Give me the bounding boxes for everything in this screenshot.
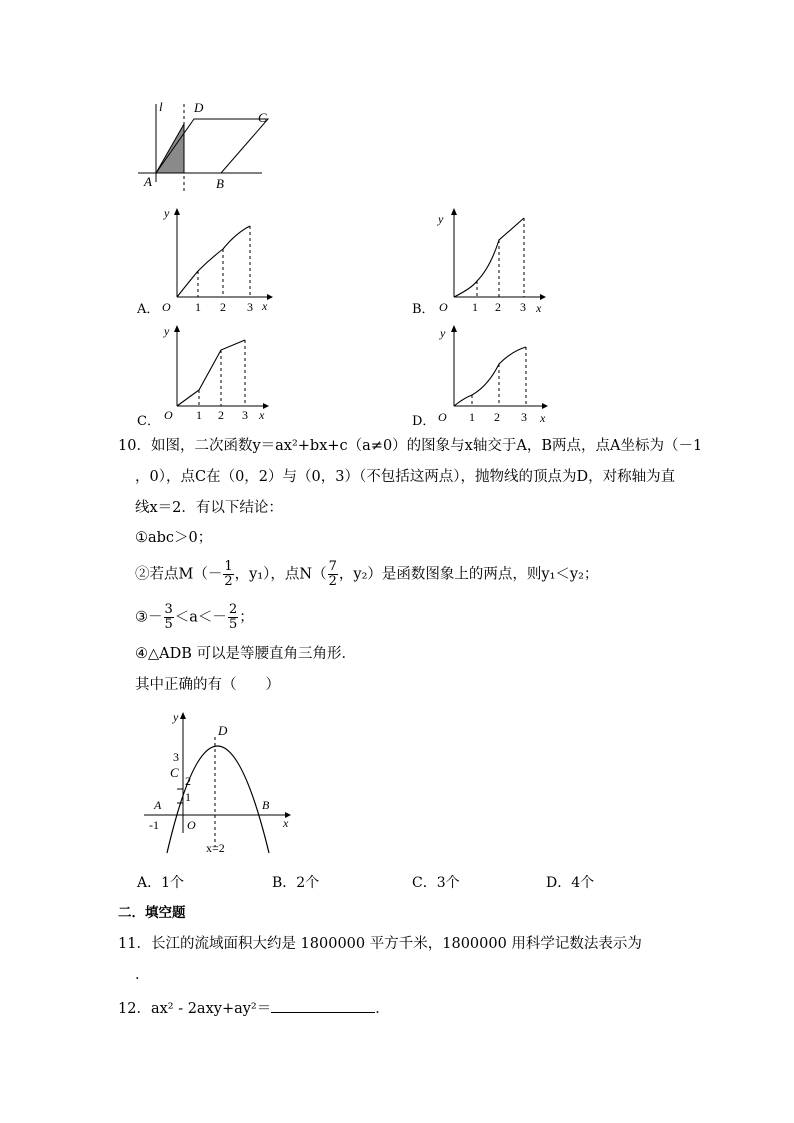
svg-text:3: 3	[247, 300, 253, 314]
q10-statement-1: ①abc＞0；	[135, 530, 213, 546]
option-d-graph	[432, 318, 557, 428]
q11-line2: ．	[135, 967, 150, 983]
svg-text:x: x	[540, 411, 546, 425]
option-c-label: C．	[137, 414, 160, 429]
label-C: C	[258, 110, 267, 125]
svg-text:x: x	[536, 301, 542, 315]
svg-text:1: 1	[196, 408, 202, 422]
option-b-graph	[432, 203, 557, 318]
choice-d: D．4个	[546, 875, 595, 891]
svg-text:O: O	[439, 300, 448, 314]
svg-text:O: O	[187, 818, 196, 832]
option-d-label: D．	[412, 414, 436, 429]
svg-text:2: 2	[494, 410, 500, 424]
svg-text:1: 1	[469, 410, 475, 424]
q12: 12．ax² - 2axy+ay²＝ ．	[118, 998, 390, 1019]
option-a-label: A．	[137, 302, 160, 317]
q10-statement-4: ④△ADB 可以是等腰直角三角形．	[135, 646, 357, 662]
svg-text:y: y	[438, 212, 444, 226]
q11-line1: 11．长江的流域面积大约是 1800000 平方千米，1800000 用科学记数法表示为	[118, 936, 642, 952]
svg-text:2: 2	[185, 774, 191, 788]
svg-text:3: 3	[242, 408, 248, 422]
q10-question: 其中正确的有（ ）	[135, 677, 280, 693]
svg-text:y: y	[173, 710, 179, 724]
option-c-graph	[155, 318, 280, 428]
svg-text:2: 2	[218, 408, 224, 422]
shaded-region	[156, 124, 184, 173]
parallelogram-figure	[136, 96, 276, 196]
svg-text:1: 1	[195, 300, 201, 314]
choice-c: C．3个	[412, 875, 460, 891]
option-b-label: B．	[412, 302, 435, 317]
parabola-graph	[140, 705, 300, 855]
option-a-graph	[155, 203, 280, 318]
answer-blank[interactable]	[271, 998, 375, 1013]
label-l: l	[159, 99, 163, 114]
svg-text:1: 1	[185, 790, 191, 804]
svg-text:1: 1	[472, 300, 478, 314]
svg-text:O: O	[438, 410, 447, 424]
svg-text:x: x	[259, 408, 265, 422]
svg-text:y: y	[164, 206, 170, 220]
label-D: D	[194, 100, 204, 115]
svg-text:x: x	[262, 299, 268, 313]
svg-text:x=2: x=2	[206, 841, 225, 855]
choice-b: B．2个	[272, 875, 320, 891]
q10-line2: ，0），点C在（0，2）与（0，3）（不包括这两点），抛物线的顶点为D，对称轴为直	[135, 469, 676, 485]
svg-text:3: 3	[521, 410, 527, 424]
svg-text:x: x	[283, 816, 289, 830]
svg-text:2: 2	[220, 300, 226, 314]
svg-text:A: A	[154, 798, 162, 812]
label-B: B	[216, 176, 224, 191]
svg-text:O: O	[162, 300, 171, 314]
svg-text:2: 2	[495, 300, 501, 314]
fraction-7-2: $\frac{7}{2}$	[328, 559, 337, 589]
svg-text:-1: -1	[149, 818, 159, 832]
fraction-3-5: $\frac{3}{5}$	[164, 602, 173, 632]
svg-text:B: B	[262, 798, 270, 812]
choice-a: A．1个	[137, 875, 185, 891]
fraction-1-2: $\frac{1}{2}$	[224, 559, 233, 589]
svg-text:C: C	[170, 765, 179, 780]
fraction-2-5: $\frac{2}{5}$	[228, 602, 238, 632]
svg-text:y: y	[164, 324, 170, 338]
svg-text:O: O	[164, 408, 173, 422]
svg-text:3: 3	[173, 750, 179, 764]
section-heading: 二．填空题	[118, 905, 186, 921]
svg-text:3: 3	[520, 300, 526, 314]
svg-text:D: D	[218, 723, 228, 738]
q10-statement-3: ③－ $\frac{3}{5}$ ＜a＜－ $\frac{2}{5}$ ；	[135, 602, 254, 632]
q10-line3: 线x＝2．有以下结论：	[135, 500, 283, 516]
svg-text:y: y	[440, 326, 446, 340]
q10-statement-2: ②若点M（－ $\frac{1}{2}$ ，y₁），点N（ $\frac{7}{2}$ ，y₂）是函数图象上的两点，则y₁＜y₂；	[135, 559, 599, 589]
label-A: A	[144, 174, 152, 189]
q10-line1: 10．如图，二次函数y＝ax²+bx+c（a≠0）的图象与x轴交于A，B两点，点A坐标为（－1	[118, 438, 703, 454]
